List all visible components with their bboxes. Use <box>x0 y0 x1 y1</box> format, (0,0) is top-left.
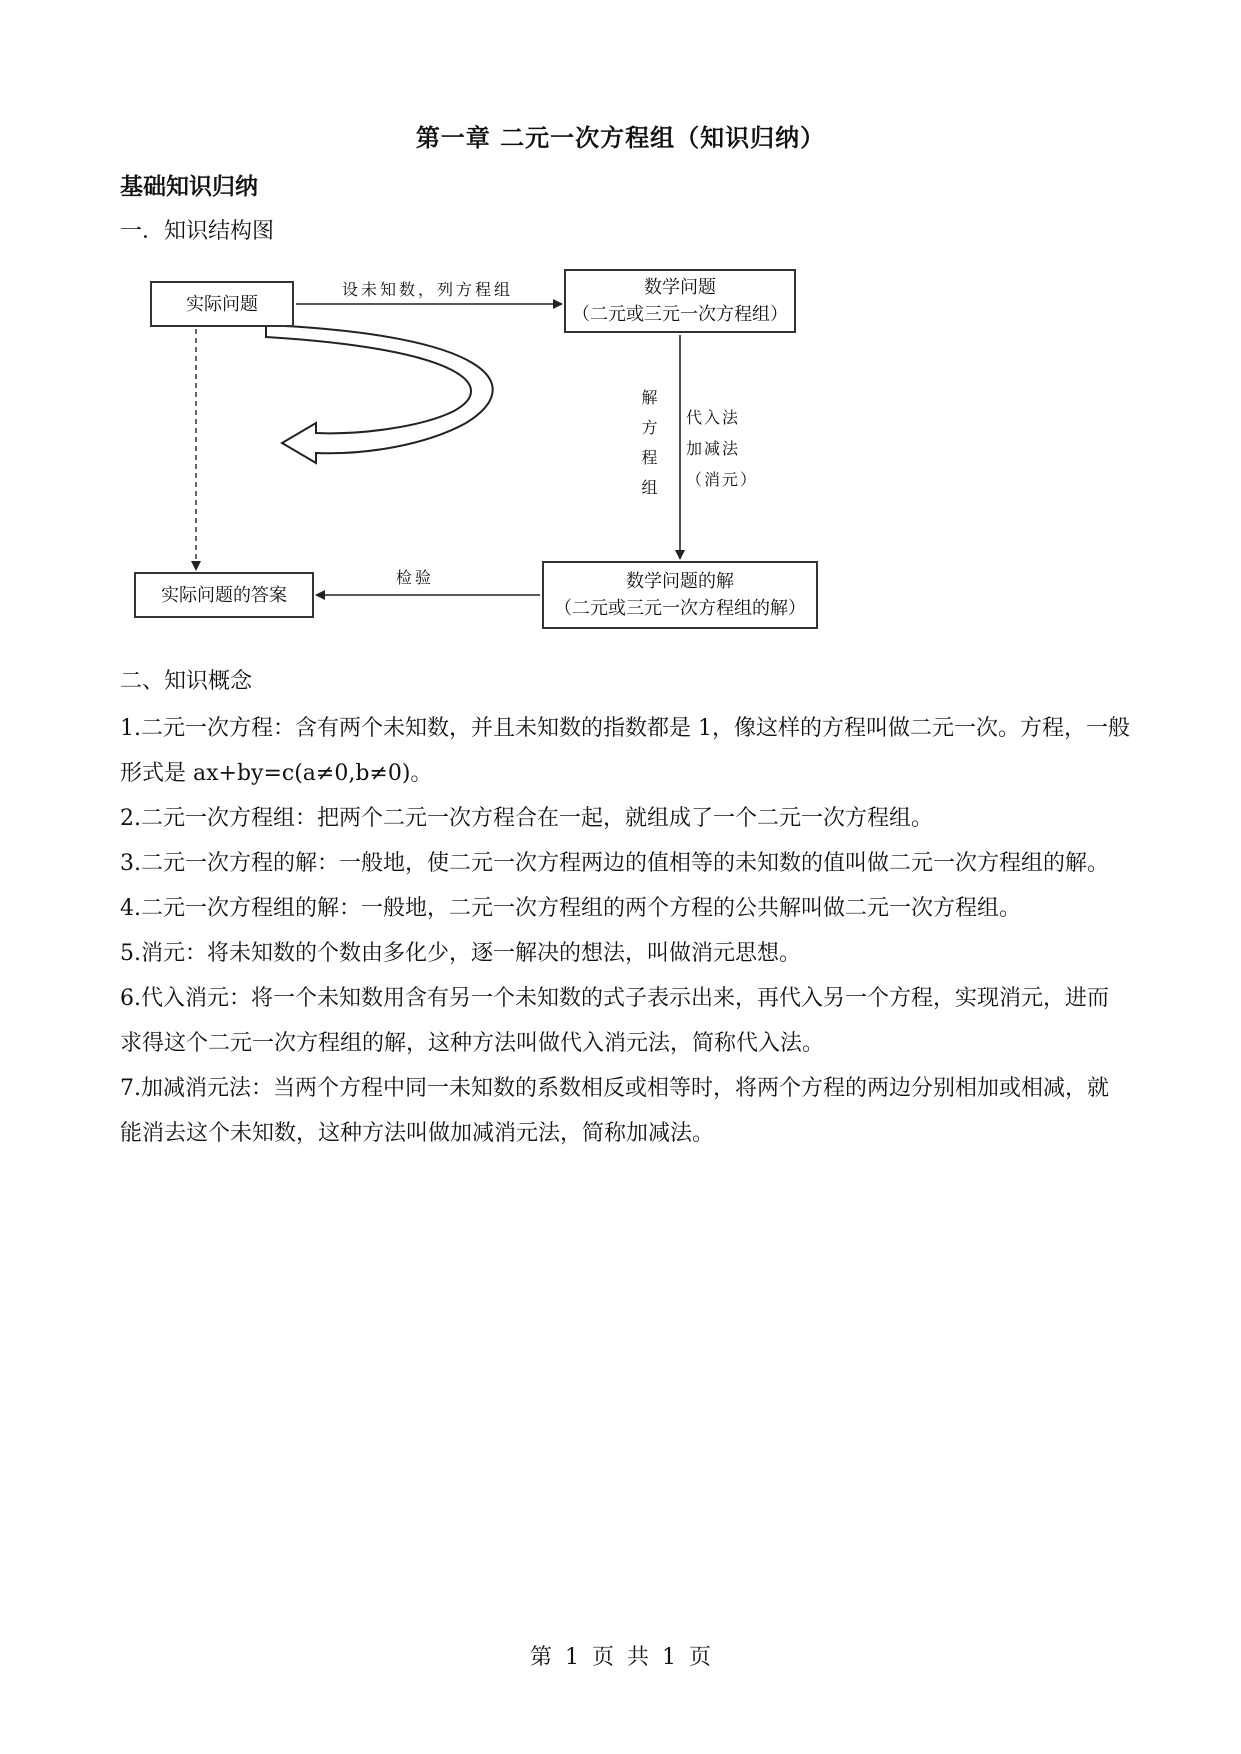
label-check: 检验 <box>396 568 435 587</box>
concept-list <box>120 706 1130 1156</box>
concept-item: 3.二元一次方程的解：一般地，使二元一次方程两边的值相等的未知数的值叫做二元一次方程组的解。 <box>120 851 1109 876</box>
box-answer-label: 实际问题的答案 <box>161 584 287 606</box>
label-method-note: （消元） <box>686 470 759 489</box>
concept-item: 2.二元一次方程组：把两个二元一次方程合在一起，就组成了一个二元一次方程组。 <box>120 806 933 831</box>
concept-item: 1.二元一次方程：含有两个未知数，并且未知数的指数都是 1，像这样的方程叫做二元一次。方程，一般形式是 ax+by=c(a≠0,b≠0)。 <box>120 716 1130 786</box>
box-math-problem-sub: （二元或三元一次方程组） <box>572 304 788 325</box>
label-method-elimination: 加减法 <box>686 439 741 458</box>
box-math-problem <box>564 269 796 333</box>
box-math-problem-label: 数学问题 <box>644 277 716 298</box>
box-real-problem <box>150 281 294 327</box>
section-heading: 基础知识归纳 <box>120 173 258 200</box>
page-title: 第一章 二元一次方程组（知识归纳） <box>415 123 826 152</box>
subheading-concepts: 二、知识概念 <box>120 669 253 694</box>
label-method-substitution: 代入法 <box>686 408 741 427</box>
box-math-solution-sub: （二元或三元一次方程组的解） <box>554 598 806 619</box>
label-solve: 解方程组 <box>639 389 658 509</box>
concept-item: 6.代入消元：将一个未知数用含有另一个未知数的式子表示出来，再代入另一个方程，实现消元，进而求得这个二元一次方程组的解，这种方法叫做代入消元法，简称代入法。 <box>120 986 1109 1056</box>
box-real-problem-label: 实际问题 <box>186 293 258 315</box>
page-footer: 第 1 页 共 1 页 <box>530 1645 711 1670</box>
box-math-solution <box>542 561 818 629</box>
subheading-structure-diagram: 一．知识结构图 <box>120 219 275 244</box>
box-answer <box>134 572 314 618</box>
knowledge-structure-diagram <box>130 265 830 635</box>
curved-return-arrow <box>266 325 493 463</box>
concept-item: 7.加减消元法：当两个方程中同一未知数的系数相反或相等时，将两个方程的两边分别相加或相减，就能消去这个未知数，这种方法叫做加减消元法，简称加减法。 <box>120 1076 1109 1146</box>
box-math-solution-label: 数学问题的解 <box>626 571 734 592</box>
label-methods <box>686 405 776 490</box>
label-setup: 设未知数，列方程组 <box>342 280 514 299</box>
concept-item: 5.消元：将未知数的个数由多化少，逐一解决的想法，叫做消元思想。 <box>120 941 801 966</box>
concept-item: 4.二元一次方程组的解：一般地，二元一次方程组的两个方程的公共解叫做二元一次方程组。 <box>120 896 1021 921</box>
